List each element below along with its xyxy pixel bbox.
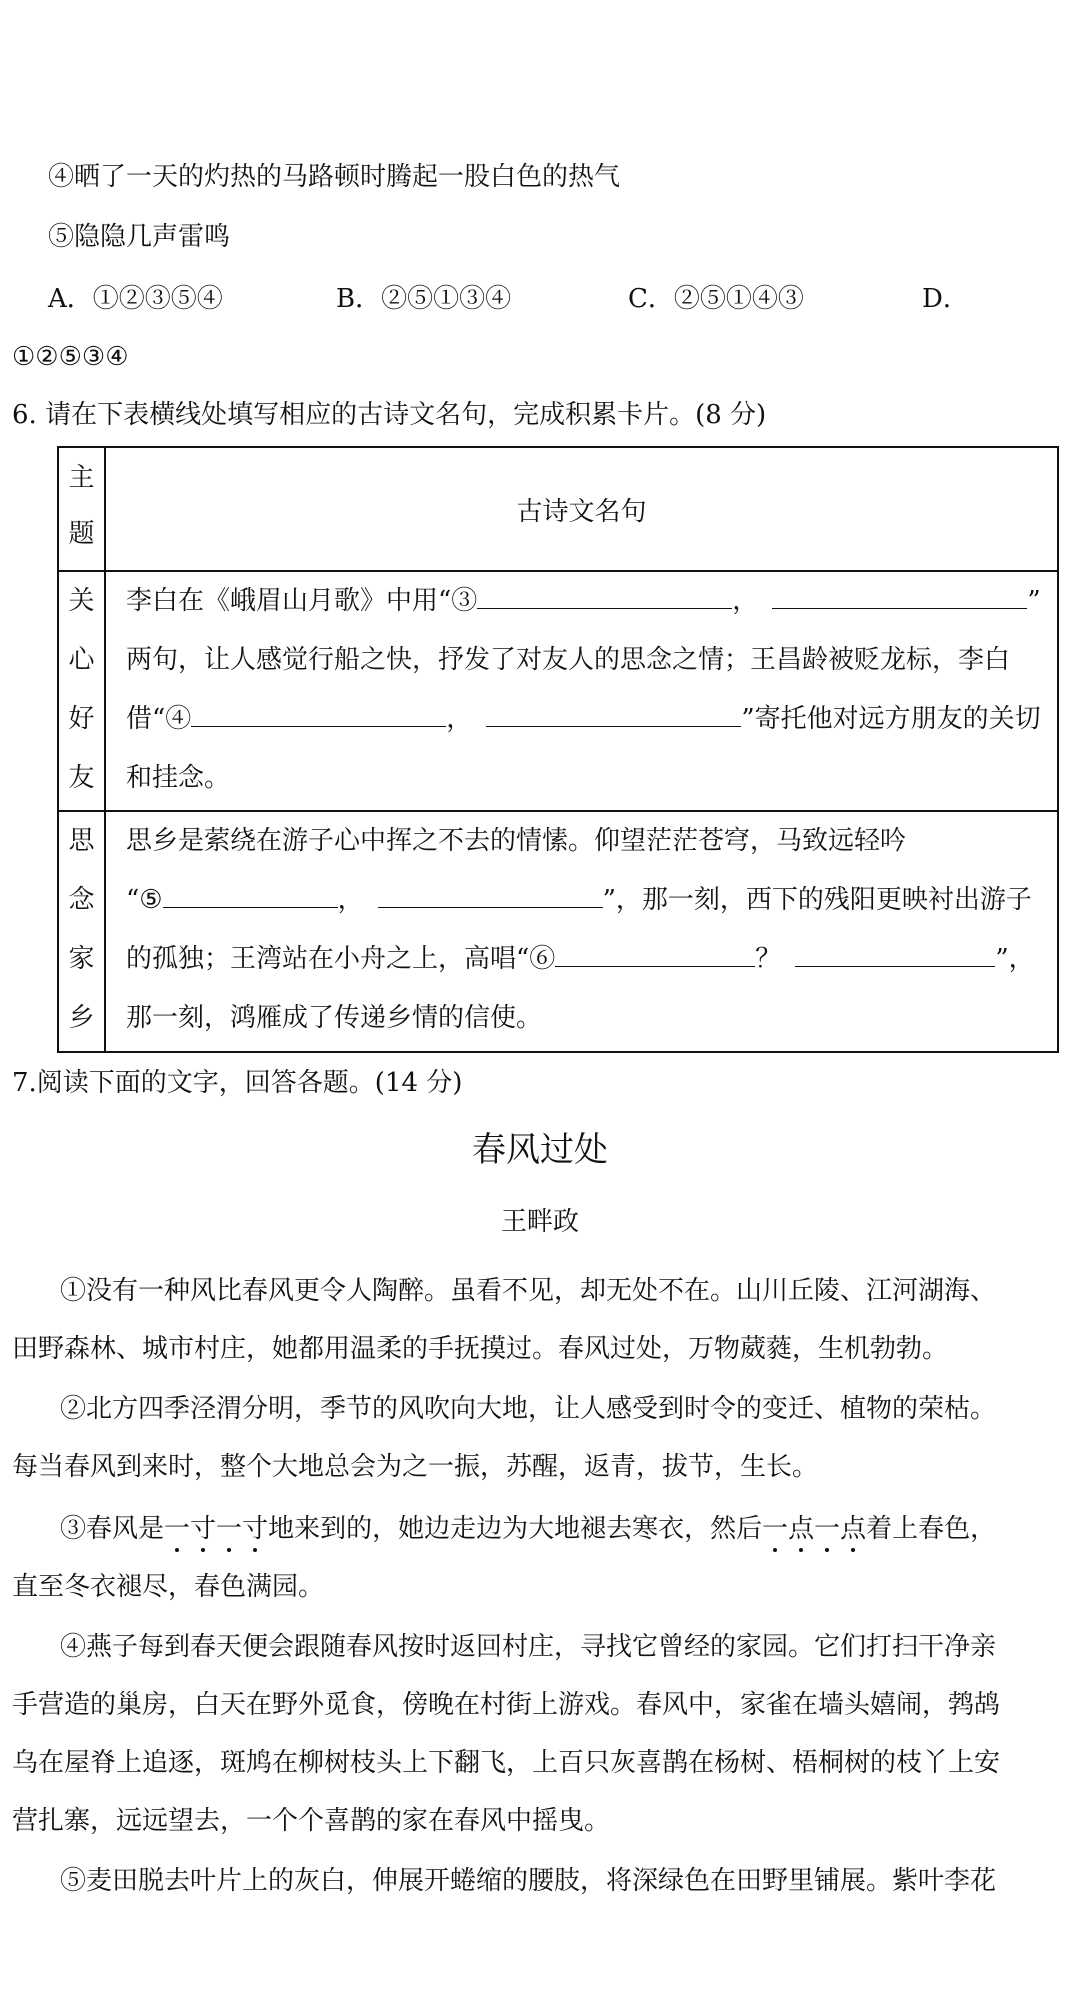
text: ③春风是 <box>60 1514 165 1544</box>
paragraph-line: 田野森林、城市村庄，她都用温柔的手抚摸过。春风过处，万物葳蕤，生机勃勃。 <box>12 1334 949 1364</box>
emphasis-char: 一 <box>814 1514 841 1544</box>
accumulation-card-table <box>57 446 1059 1053</box>
paragraph-line: ①没有一种风比春风更令人陶醉。虽看不见，却无处不在。山川丘陵、江河湖海、 <box>60 1276 997 1306</box>
row2-theme-char: 念 <box>68 885 95 915</box>
q7-prompt: 7.阅读下面的文字，回答各题。(14 分) <box>12 1068 463 1098</box>
text: ， <box>446 704 473 734</box>
answer-blank-6b[interactable] <box>795 940 995 967</box>
article-author: 王畔政 <box>500 1207 579 1237</box>
row2-content-cell <box>126 812 1049 1048</box>
row2-line-2 <box>126 871 1049 930</box>
text: ” <box>1027 586 1041 616</box>
answer-blank-5b[interactable] <box>378 881 603 908</box>
paragraph-4 <box>12 1618 1062 1850</box>
emphasis-char: 点 <box>840 1514 867 1544</box>
paragraph-line: 直至冬衣褪尽，春色满园。 <box>12 1572 325 1602</box>
row2-line-4: 那一刻，鸿雁成了传递乡情的信使。 <box>126 1003 543 1033</box>
paragraph-line: ⑤麦田脱去叶片上的灰白，伸展开蜷缩的腰肢，将深绿色在田野里铺展。紫叶李花 <box>60 1866 997 1896</box>
emphasis-char: 寸 <box>242 1514 269 1544</box>
q5-option-c: C．②⑤①④③ <box>628 284 804 314</box>
answer-blank-3b[interactable] <box>772 582 1027 609</box>
answer-blank-5a[interactable] <box>163 881 338 908</box>
row1-line-4: 和挂念。 <box>126 763 231 793</box>
article-title: 春风过处 <box>472 1130 608 1170</box>
paragraph-3 <box>12 1500 1062 1616</box>
emphasis-char: 点 <box>788 1514 815 1544</box>
text: 借“④ <box>126 704 192 734</box>
text: ， <box>732 586 759 616</box>
row1-theme-char: 关 <box>68 586 95 616</box>
emphasis-dotted-text <box>164 1514 268 1544</box>
text: 的孤独；王湾站在小舟之上，高唱“⑥ <box>126 944 556 974</box>
row2-theme-cell <box>59 812 104 1048</box>
answer-blank-6a[interactable] <box>555 940 755 967</box>
paragraph-line: ②北方四季泾渭分明，季节的风吹向大地，让人感受到时令的变迁、植物的荣枯。 <box>60 1394 997 1424</box>
q5-option-d-value: ①②⑤③④ <box>12 342 129 372</box>
row1-content-cell <box>126 572 1049 808</box>
row2-line-1: 思乡是萦绕在游子心中挥之不去的情愫。仰望茫茫苍穹，马致远轻吟 <box>126 826 907 856</box>
header-theme-char: 题 <box>68 519 95 549</box>
row2-theme-char: 乡 <box>68 1003 95 1033</box>
paragraph-1 <box>12 1262 1062 1378</box>
header-content-cell: 古诗文名句 <box>516 496 647 527</box>
row1-theme-char: 心 <box>68 645 95 675</box>
row1-line-3 <box>126 690 1049 749</box>
paragraph-5 <box>12 1852 1062 1910</box>
row1-line-2: 两句，让人感觉行船之快，抒发了对友人的思念之情；王昌龄被贬龙标，李白 <box>126 645 1011 675</box>
emphasis-char: 一 <box>164 1514 191 1544</box>
header-theme-char: 主 <box>68 463 95 493</box>
emphasis-char: 一 <box>762 1514 789 1544</box>
paragraph-line: 乌在屋脊上追逐，斑鸠在柳树枝头上下翻飞，上百只灰喜鹊在杨树、梧桐树的枝丫上安 <box>12 1748 1001 1778</box>
answer-blank-3a[interactable] <box>477 582 732 609</box>
text: 李白在《峨眉山月歌》中用“③ <box>126 586 478 616</box>
row2-theme-char: 思 <box>68 826 95 856</box>
paragraph-line: 手营造的巢房，白天在野外觅食，傍晚在村街上游戏。春风中，家雀在墙头嬉闹，鹁鸪 <box>12 1690 1001 1720</box>
header-theme-cell <box>59 450 104 562</box>
emphasis-char: 一 <box>216 1514 243 1544</box>
text: 着上春色， <box>866 1514 997 1544</box>
q5-item-5: ⑤隐隐几声雷鸣 <box>48 222 231 252</box>
paragraph-2 <box>12 1380 1062 1496</box>
q5-option-b: B．②⑤①③④ <box>336 284 512 314</box>
text: 地来到的，她边走边为大地褪去寒衣，然后 <box>268 1514 763 1544</box>
emphasis-char: 寸 <box>190 1514 217 1544</box>
q5-option-a: A．①②③⑤④ <box>48 284 223 314</box>
text: ”，那一刻，西下的残阳更映衬出游子 <box>602 885 1032 915</box>
row2-line-3 <box>126 930 1049 989</box>
paragraph-line: 每当春风到来时，整个大地总会为之一振，苏醒，返青，拔节，生长。 <box>12 1452 819 1482</box>
row1-theme-char: 好 <box>68 704 95 734</box>
q5-option-d: D． <box>922 284 969 314</box>
answer-blank-4b[interactable] <box>486 700 741 727</box>
text: ”， <box>995 944 1035 974</box>
row2-theme-char: 家 <box>68 944 95 974</box>
row1-theme-char: 友 <box>68 763 95 793</box>
row1-line-1 <box>126 572 1049 631</box>
q6-prompt: 6. 请在下表横线处填写相应的古诗文名句，完成积累卡片。(8 分) <box>12 400 767 430</box>
emphasis-dotted-text <box>762 1514 866 1544</box>
text: ？ <box>755 944 782 974</box>
answer-blank-4a[interactable] <box>191 700 446 727</box>
paragraph-line: 营扎寨，远远望去，一个个喜鹊的家在春风中摇曳。 <box>12 1806 611 1836</box>
text: “⑤ <box>126 885 163 915</box>
text: ”寄托他对远方朋友的关切 <box>741 704 1041 734</box>
paragraph-line: ④燕子每到春天便会跟随春风按时返回村庄，寻找它曾经的家园。它们打扫干净亲 <box>60 1632 997 1662</box>
row1-theme-cell <box>59 572 104 808</box>
text: ， <box>337 885 364 915</box>
paragraph-line <box>12 1500 1062 1558</box>
q5-item-4: ④晒了一天的灼热的马路顿时腾起一股白色的热气 <box>48 162 621 192</box>
